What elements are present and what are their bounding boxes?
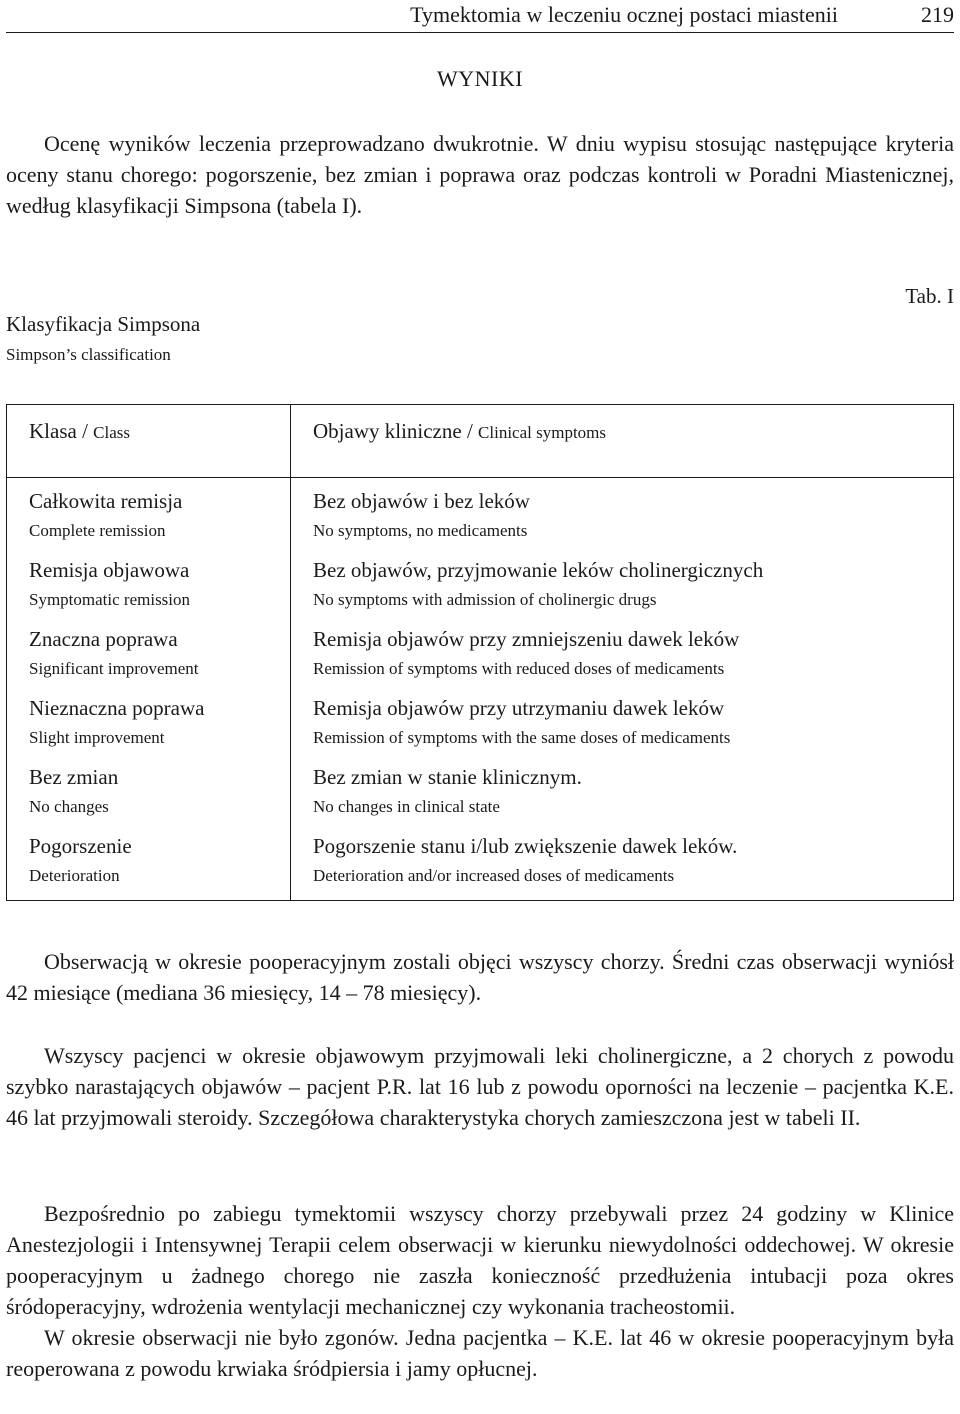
running-header-title: Tymektomia w leczeniu ocznej postaci miastenii <box>410 2 838 27</box>
symptoms-cell <box>291 831 954 901</box>
paragraph-text: Obserwacją w okresie pooperacyjnym zostali objęci wszyscy chorzy. Średni czas obserwacji wyniósł 42 miesiące (mediana 36 miesięcy, 14 – 78 miesięcy). <box>6 949 954 1005</box>
table-row <box>7 762 954 831</box>
class-cell <box>7 624 291 693</box>
class-en: Slight improvement <box>29 728 165 747</box>
symptoms-cell <box>291 762 954 831</box>
symptoms-cell <box>291 555 954 624</box>
intro-paragraph-text: Ocenę wyników leczenia przeprowadzano dwukrotnie. W dniu wypisu stosując następujące kryteria oceny stanu chorego: pogorszenie, bez zmian i poprawa oraz podczas kontroli w Poradni Miastenicznej, według klasyfikacji Simpsona (tabela I). <box>6 131 954 218</box>
symptoms-pl: Bez zmian w stanie klinicznym. <box>313 765 582 789</box>
class-pl: Znaczna poprawa <box>29 627 178 651</box>
table-caption-pl: Klasyfikacja Simpsona <box>6 312 201 336</box>
symptoms-pl: Bez objawów, przyjmowanie leków cholinergicznych <box>313 558 764 582</box>
class-cell <box>7 478 291 556</box>
table-row <box>7 624 954 693</box>
body-paragraph <box>6 1040 954 1133</box>
table-row <box>7 831 954 901</box>
header-class <box>7 405 291 478</box>
symptoms-en: No changes in clinical state <box>313 797 500 816</box>
symptoms-en: Remission of symptoms with the same doses of medicaments <box>313 728 731 747</box>
paragraph-text: Wszyscy pacjenci w okresie objawowym przyjmowali leki cholinergiczne, a 2 chorych z powodu szybko narastających objawów – pacjent P.R. lat 16 lub z powodu oporności na leczenie – pacjentka K.E. 46 lat przyjmowali steroidy. Szczegółowa charakterystyka chorych zamieszczona jest w tabeli II. <box>6 1043 954 1130</box>
symptoms-en: No symptoms with admission of cholinergic drugs <box>313 590 657 609</box>
class-pl: Bez zmian <box>29 765 119 789</box>
symptoms-en: Deterioration and/or increased doses of medicaments <box>313 866 675 885</box>
header-symptoms-en: Clinical symptoms <box>478 423 607 442</box>
page-number: 219 <box>921 2 954 27</box>
simpson-classification-table <box>6 404 954 901</box>
symptoms-pl: Remisja objawów przy utrzymaniu dawek leków <box>313 696 725 720</box>
symptoms-pl: Pogorszenie stanu i/lub zwiększenie dawek leków. <box>313 834 738 858</box>
table-row <box>7 693 954 762</box>
header-class-en: Class <box>93 423 130 442</box>
paragraph-text: Bezpośrednio po zabiegu tymektomii wszyscy chorzy przebywali przez 24 godziny w Klinice Anestezjologii i Intensywnej Terapii celem obserwacji w kierunku niewydolności oddechowej. W okresie pooperacyjnym u żadnego chorego nie zaszła konieczność przedłużenia intubacji poza okres śródoperacyjny, wdrożenia wentylacji mechanicznej czy wykonania tracheostomii. <box>6 1201 954 1319</box>
section-title: WYNIKI <box>436 66 524 91</box>
symptoms-en: No symptoms, no medicaments <box>313 521 528 540</box>
symptoms-cell <box>291 478 954 556</box>
class-en: Significant improvement <box>29 659 199 678</box>
header-symptoms <box>291 405 954 478</box>
table-caption-en: Simpson’s classification <box>6 345 171 364</box>
class-pl: Pogorszenie <box>29 834 132 858</box>
table-label: Tab. I <box>905 284 954 308</box>
class-en: Deterioration <box>29 866 120 885</box>
body-paragraph <box>6 946 954 1008</box>
symptoms-cell <box>291 624 954 693</box>
table-row <box>7 555 954 624</box>
header-rule <box>6 32 954 33</box>
body-paragraph <box>6 1198 954 1384</box>
symptoms-pl: Bez objawów i bez leków <box>313 489 530 513</box>
class-pl: Remisja objawowa <box>29 558 190 582</box>
header-class-pl: Klasa / <box>29 419 94 443</box>
intro-paragraph <box>6 128 954 221</box>
symptoms-pl: Remisja objawów przy zmniejszeniu dawek leków <box>313 627 740 651</box>
class-pl: Nieznaczna poprawa <box>29 696 205 720</box>
class-cell <box>7 693 291 762</box>
class-pl: Całkowita remisja <box>29 489 183 513</box>
symptoms-en: Remission of symptoms with reduced doses of medicaments <box>313 659 725 678</box>
class-cell <box>7 831 291 901</box>
class-en: Symptomatic remission <box>29 590 191 609</box>
class-cell <box>7 762 291 831</box>
table-row <box>7 478 954 556</box>
symptoms-cell <box>291 693 954 762</box>
class-cell <box>7 555 291 624</box>
class-en: No changes <box>29 797 109 816</box>
class-en: Complete remission <box>29 521 166 540</box>
paragraph-text: W okresie obserwacji nie było zgonów. Jedna pacjentka – K.E. lat 46 w okresie pooperacyjnym była reoperowana z powodu krwiaka śródpiersia i jamy opłucnej. <box>6 1325 954 1381</box>
header-symptoms-pl: Objawy kliniczne / <box>313 419 479 443</box>
table-header-row <box>7 405 954 478</box>
